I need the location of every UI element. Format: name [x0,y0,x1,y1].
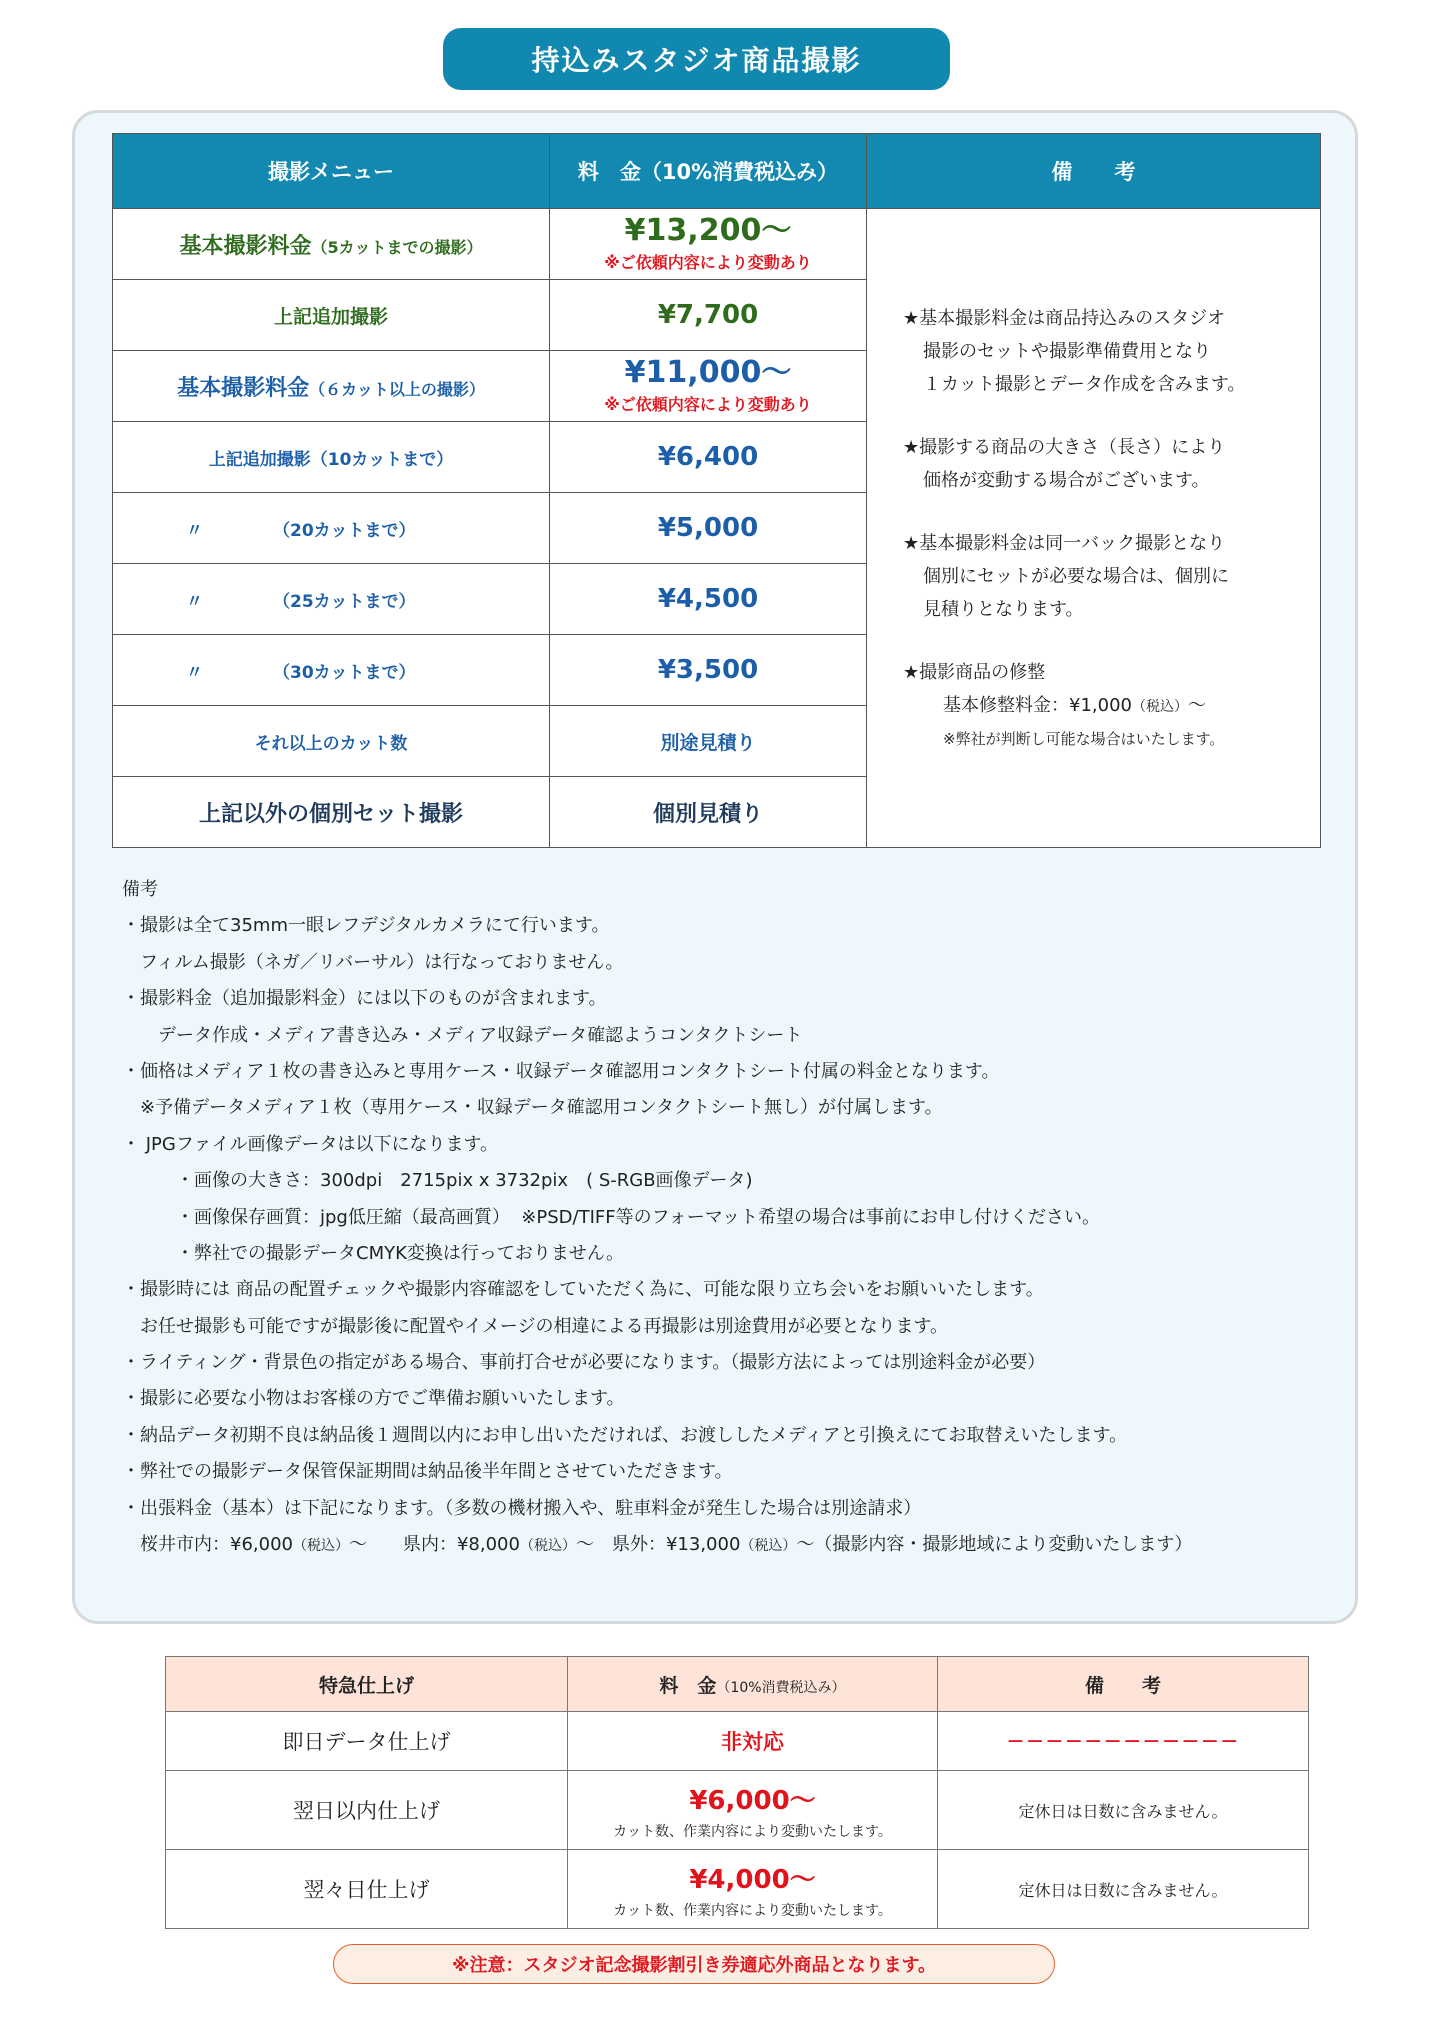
tax-label: （税込） [519,1538,576,1555]
note-line: ・出張料金（基本）は下記になります。（多数の機材搬入や、駐車料金が発生した場合は別途請求） [122,1497,922,1519]
express-table-header [166,1657,1309,1712]
note-line: ・価格はメディア１枚の書き込みと専用ケース・収録データ確認用コンタクトシート付属の料金となります。 [122,1060,1000,1082]
price-cell [550,777,867,848]
header-remarks: 備 考 [867,134,1321,209]
price-cell [550,564,867,635]
ditto-mark: 〃 [186,662,203,683]
price-note: カット数、作業内容により変動いたします。 [613,1902,892,1919]
price-cell [550,422,867,493]
tilde: 〜 [348,1534,367,1556]
note-line: ・納品データ初期不良は納品後１週間以内にお申し出いただければ、お渡ししたメディアと引換えにてお取替えいたします。 [122,1424,1128,1446]
price-note: ※ご依頼内容により変動あり [604,394,812,414]
remark-line: 撮影のセットや撮影準備費用となり [923,341,1211,362]
pricing-table-header [113,134,1321,209]
price-cell [550,635,867,706]
note-line: ・ JPGファイル画像データは以下になります。 [122,1133,499,1155]
menu-label: 基本撮影料金 [177,375,310,401]
remark-line: ★撮影する商品の大きさ（長さ）により [903,437,1226,458]
menu-label: 上記追加撮影 [273,305,388,328]
table-row [113,209,1321,280]
notes-heading: 備考 [122,879,158,900]
note-line: データ作成・メディア書き込み・メディア収録データ確認ようコンタクトシート [122,1024,803,1046]
menu-note: （5カットまでの撮影） [311,237,483,257]
note-line: ・撮影は全て35mm一眼レフデジタルカメラにて行います。 [122,915,610,937]
price-cell [568,1850,938,1929]
header-price: 料 金（10%消費税込み） [568,1657,938,1712]
express-table [165,1656,1309,1929]
price-value: ¥5,000 [657,513,759,543]
menu-label: それ以上のカット数 [254,733,408,754]
menu-cell [113,635,550,706]
menu-note: （30カットまで） [273,662,416,683]
note-line: ・撮影料金（追加撮影料金）には以下のものが含まれます。 [122,988,607,1010]
header-remarks: 備 考 [938,1657,1309,1712]
trip-outside: 県外：¥13,000 [611,1534,741,1556]
price-note: ※ご依頼内容により変動あり [604,252,812,272]
trip-fee-line [122,1527,1342,1563]
trip-city: 桜井市内：¥6,000 [122,1534,293,1556]
menu-note: （25カットまで） [273,591,416,612]
tilde: 〜 [575,1534,594,1556]
price-cell [550,209,867,280]
remark-line: ★基本撮影料金は商品持込みのスタジオ [903,308,1226,329]
note-line: ・弊社での撮影データ保管保証期間は納品後半年間とさせていただきます。 [122,1461,733,1483]
menu-cell [113,209,550,280]
price-value: ¥3,500 [657,655,759,685]
note-line: ・弊社での撮影データCMYK変換は行っておりません。 [122,1242,624,1264]
trip-tail: 〜（撮影内容・撮影地域により変動いたします） [796,1534,1193,1556]
note-line: ・画像の大きさ：300dpi 2715pix x 3732pix ( S-RGB画像データ) [122,1170,753,1192]
note-line: お任せ撮影も可能ですが撮影後に配置やイメージの相違による再撮影は別途費用が必要となります。 [122,1315,949,1337]
remark-line: ★基本撮影料金は同一バック撮影となり [903,533,1226,554]
ditto-mark: 〃 [186,520,203,541]
price-value: ¥7,700 [657,300,759,330]
note-line: フィルム撮影（ネガ／リバーサル）は行なっておりません。 [122,951,624,973]
tax-label: （税込） [292,1538,349,1555]
remark-line: ※弊社が判断し可能な場合はいたします。 [943,730,1225,748]
price-value: 別途見積り [660,731,756,754]
menu-label: 基本撮影料金 [179,233,312,259]
menu-cell [113,706,550,777]
notes-section [122,872,1342,1563]
remark-line: 個別にセットが必要な場合は、個別に [923,566,1229,587]
remark-line: １カット撮影とデータ作成を含みます。 [923,374,1246,395]
note-line: ・ライティング・背景色の指定がある場合、事前打合せが必要になります。（撮影方法によっては別途料金が必要） [122,1352,1046,1374]
price-value: ¥4,500 [657,584,759,614]
pricing-table [112,133,1321,848]
note-line: ※予備データメディア１枚（専用ケース・収録データ確認用コンタクトシート無し）が付属します。 [122,1097,943,1119]
note-line: ・撮影時には 商品の配置チェックや撮影内容確認をしていただく為に、可能な限り立ち会いをお願いいたします。 [122,1279,1044,1301]
price-note: カット数、作業内容により変動いたします。 [613,1823,892,1840]
menu-note: （６カット以上の撮影） [309,379,485,399]
menu-cell [113,422,550,493]
header-price: 料 金（10%消費税込み） [550,134,867,209]
price-value: ¥6,000〜 [689,1785,816,1816]
price-value: ¥6,400 [657,442,759,472]
page-title: 持込みスタジオ商品撮影 [443,28,950,90]
menu-cell [113,564,550,635]
trip-pref: 県内：¥8,000 [402,1534,520,1556]
price-cell [568,1771,938,1850]
menu-label: 上記追加撮影（10カットまで） [208,449,454,470]
note-line: ・撮影に必要な小物はお客様の方でご準備お願いいたします。 [122,1388,625,1410]
header-menu: 撮影メニュー [113,134,550,209]
price-value: ¥11,000〜 [624,355,792,391]
menu-cell [113,280,550,351]
table-row [166,1850,1309,1929]
remarks-cell [867,209,1321,848]
menu-note: （20カットまで） [273,520,416,541]
remark-line: 価格が変動する場合がございます。 [923,470,1210,491]
price-cell [550,351,867,422]
header-express: 特急仕上げ [166,1657,568,1712]
menu-label: 上記以外の個別セット撮影 [198,801,463,827]
price-value: ¥4,000〜 [689,1864,816,1895]
price-value: ¥13,200〜 [624,213,792,249]
price-value: 非対応 [721,1730,784,1754]
menu-cell [113,351,550,422]
price-cell [550,493,867,564]
remark-line: 見積りとなります。 [923,599,1084,620]
ditto-mark: 〃 [186,591,203,612]
express-name: 翌日以内仕上げ [166,1771,568,1850]
table-row [166,1712,1309,1771]
table-row [166,1771,1309,1850]
express-name: 即日データ仕上げ [166,1712,568,1771]
remark-dash: −−−−−−−−−−−− [1006,1728,1240,1754]
remark-cell: 定休日は日数に含みません。 [938,1850,1309,1929]
remark-cell: 定休日は日数に含みません。 [938,1771,1309,1850]
tax-label: （税込） [740,1538,797,1555]
note-line: ・画像保存画質：jpg低圧縮（最高画質） ※PSD/TIFF等のフォーマット希望の場合は事前にお申し付けください。 [122,1206,1100,1228]
menu-cell [113,777,550,848]
remark-line: 基本修整料金：¥1,000（税込）〜 [943,695,1206,716]
remark-line: ★撮影商品の修整 [903,662,1046,683]
price-cell [550,706,867,777]
menu-cell [113,493,550,564]
price-value: 個別見積り [652,801,763,827]
discount-notice: ※注意：スタジオ記念撮影割引き券適応外商品となります。 [333,1944,1055,1984]
remark-cell [938,1712,1309,1771]
price-cell [550,280,867,351]
express-name: 翌々日仕上げ [166,1850,568,1929]
price-cell [568,1712,938,1771]
